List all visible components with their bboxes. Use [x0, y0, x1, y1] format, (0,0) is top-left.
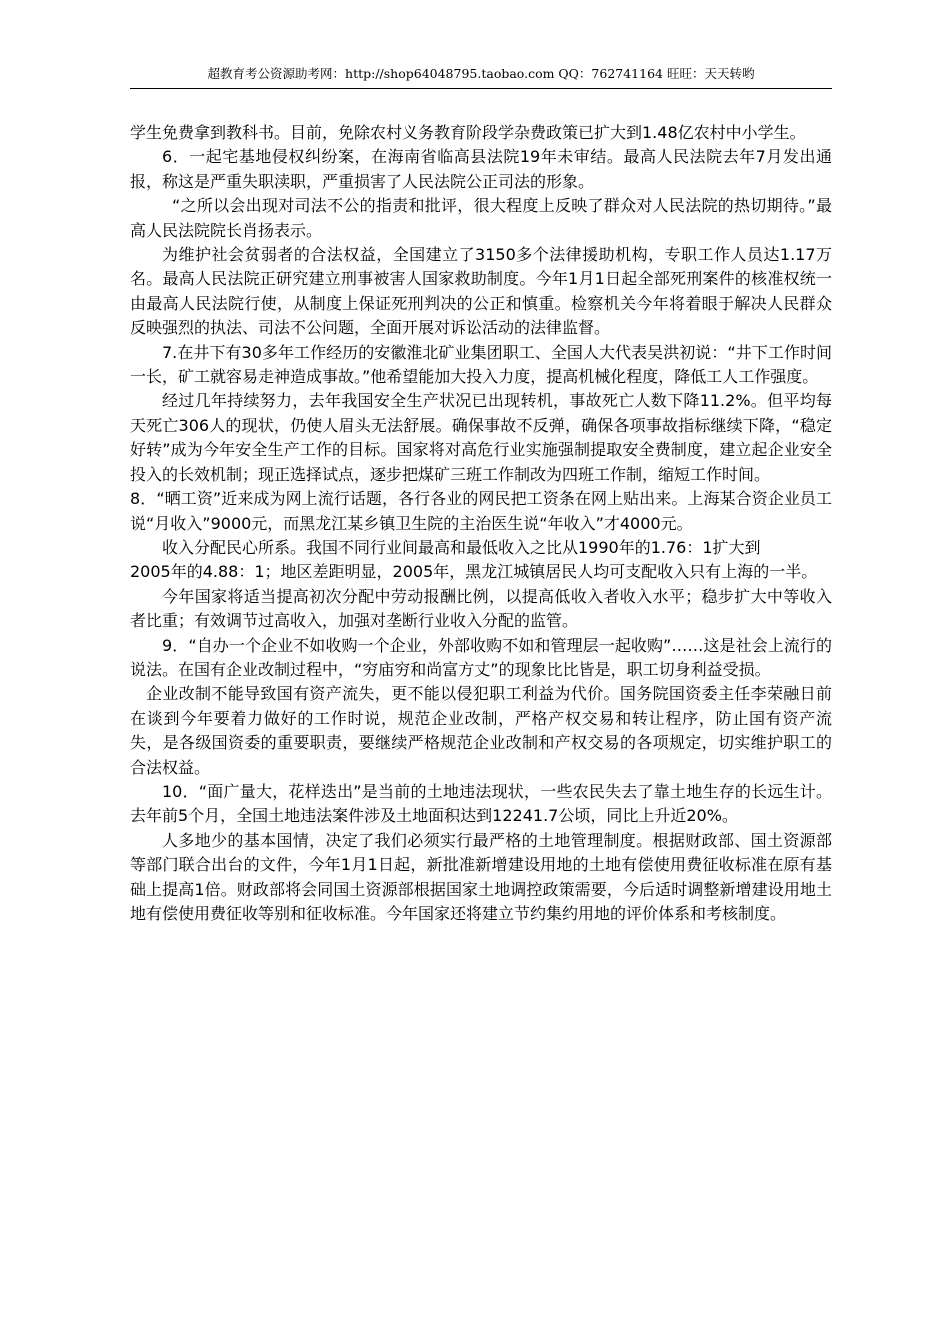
- paragraph: 7.在井下有30多年工作经历的安徽淮北矿业集团职工、全国人大代表吴洪初说：“井下工作时间一长，矿工就容易走神造成事故。”他希望能加大投入力度，提高机械化程度，降低工人工作强度。: [130, 342, 832, 387]
- paragraph: 收入分配民心所系。我国不同行业间最高和最低收入之比从1990年的1.76：1扩大到: [162, 537, 761, 557]
- page-header: 超教育考公资源助考网：http://shop64048795.taobao.com QQ：762741164 旺旺：天天转哟: [130, 66, 832, 89]
- paragraph: 为维护社会贫弱者的合法权益，全国建立了3150多个法律援助机构，专职工作人员达1.17万名。最高人民法院正研究建立刑事被害人国家救助制度。今年1月1日起全部死刑案件的核准权统一由最高人民法院行使，从制度上保证死刑判决的公正和慎重。检察机关今年将着眼于解决人民群众反映强烈的执法、司法不公问题，全面开展对诉讼活动的法律监督。: [130, 245, 832, 338]
- paragraph: 2005年的4.88：1；地区差距明显，2005年，黑龙江城镇居民人均可支配收入只有上海的一半。: [130, 562, 818, 582]
- paragraph: 10．“面广量大，花样迭出”是当前的土地违法现状，一些农民失去了靠土地生存的长远生计。去年前5个月，全国土地违法案件涉及土地面积达到12241.7公顷，同比上升近20%。: [130, 781, 832, 826]
- paragraph: 经过几年持续努力，去年我国安全生产状况已出现转机，事故死亡人数下降11.2%。但平均每天死亡306人的现状，仍使人眉头无法舒展。确保事故不反弹，确保各项事故指标继续下降，“稳定好转”成为今年安全生产工作的目标。国家将对高危行业实施强制提取安全费制度，建立起企业安全投入的长效机制；现正选择试点，逐步把煤矿三班工作制改为四班工作制，缩短工作时间。: [130, 391, 832, 484]
- document-body: [130, 121, 832, 926]
- paragraph: 学生免费拿到教科书。目前，免除农村义务教育阶段学杂费政策已扩大到1.48亿农村中小学生。: [130, 123, 806, 142]
- paragraph: 人多地少的基本国情，决定了我们必须实行最严格的土地管理制度。根据财政部、国土资源部等部门联合出台的文件，今年1月1日起，新批准新增建设用地的土地有偿使用费征收标准在原有基础上提高1倍。财政部将会同国土资源部根据国家土地调控政策需要，今后适时调整新增建设用地土地有偿使用费征收等别和征收标准。今年国家还将建立节约集约用地的评价体系和考核制度。: [130, 830, 832, 923]
- paragraph: 8．“晒工资”近来成为网上流行话题，各行各业的网民把工资条在网上贴出来。上海某合资企业员工说“月收入”9000元，而黑龙江某乡镇卫生院的主治医生说“年收入”才4000元。: [130, 489, 832, 533]
- paragraph: 9．“自办一个企业不如收购一个企业，外部收购不如和管理层一起收购”……这是社会上流行的说法。在国有企业改制过程中，“穷庙穷和尚富方丈”的现象比比皆是，职工切身利益受损。: [130, 635, 832, 679]
- paragraph: 今年国家将适当提高初次分配中劳动报酬比例，以提高低收入者收入水平；稳步扩大中等收入者比重；有效调节过高收入，加强对垄断行业收入分配的监管。: [130, 586, 832, 631]
- paragraph: 企业改制不能导致国有资产流失，更不能以侵犯职工利益为代价。国务院国资委主任李荣融日前在谈到今年要着力做好的工作时说，规范企业改制，严格产权交易和转让程序，防止国有资产流失，是各级国资委的重要职责，要继续严格规范企业改制和产权交易的各项规定，切实维护职工的合法权益。: [130, 684, 832, 777]
- paragraph: “之所以会出现对司法不公的指责和批评，很大程度上反映了群众对人民法院的热切期待。”最高人民法院院长肖扬表示。: [130, 196, 832, 240]
- paragraph: 6．一起宅基地侵权纠纷案，在海南省临高县法院19年未审结。最高人民法院去年7月发出通报，称这是严重失职渎职，严重损害了人民法院公正司法的形象。: [130, 147, 832, 191]
